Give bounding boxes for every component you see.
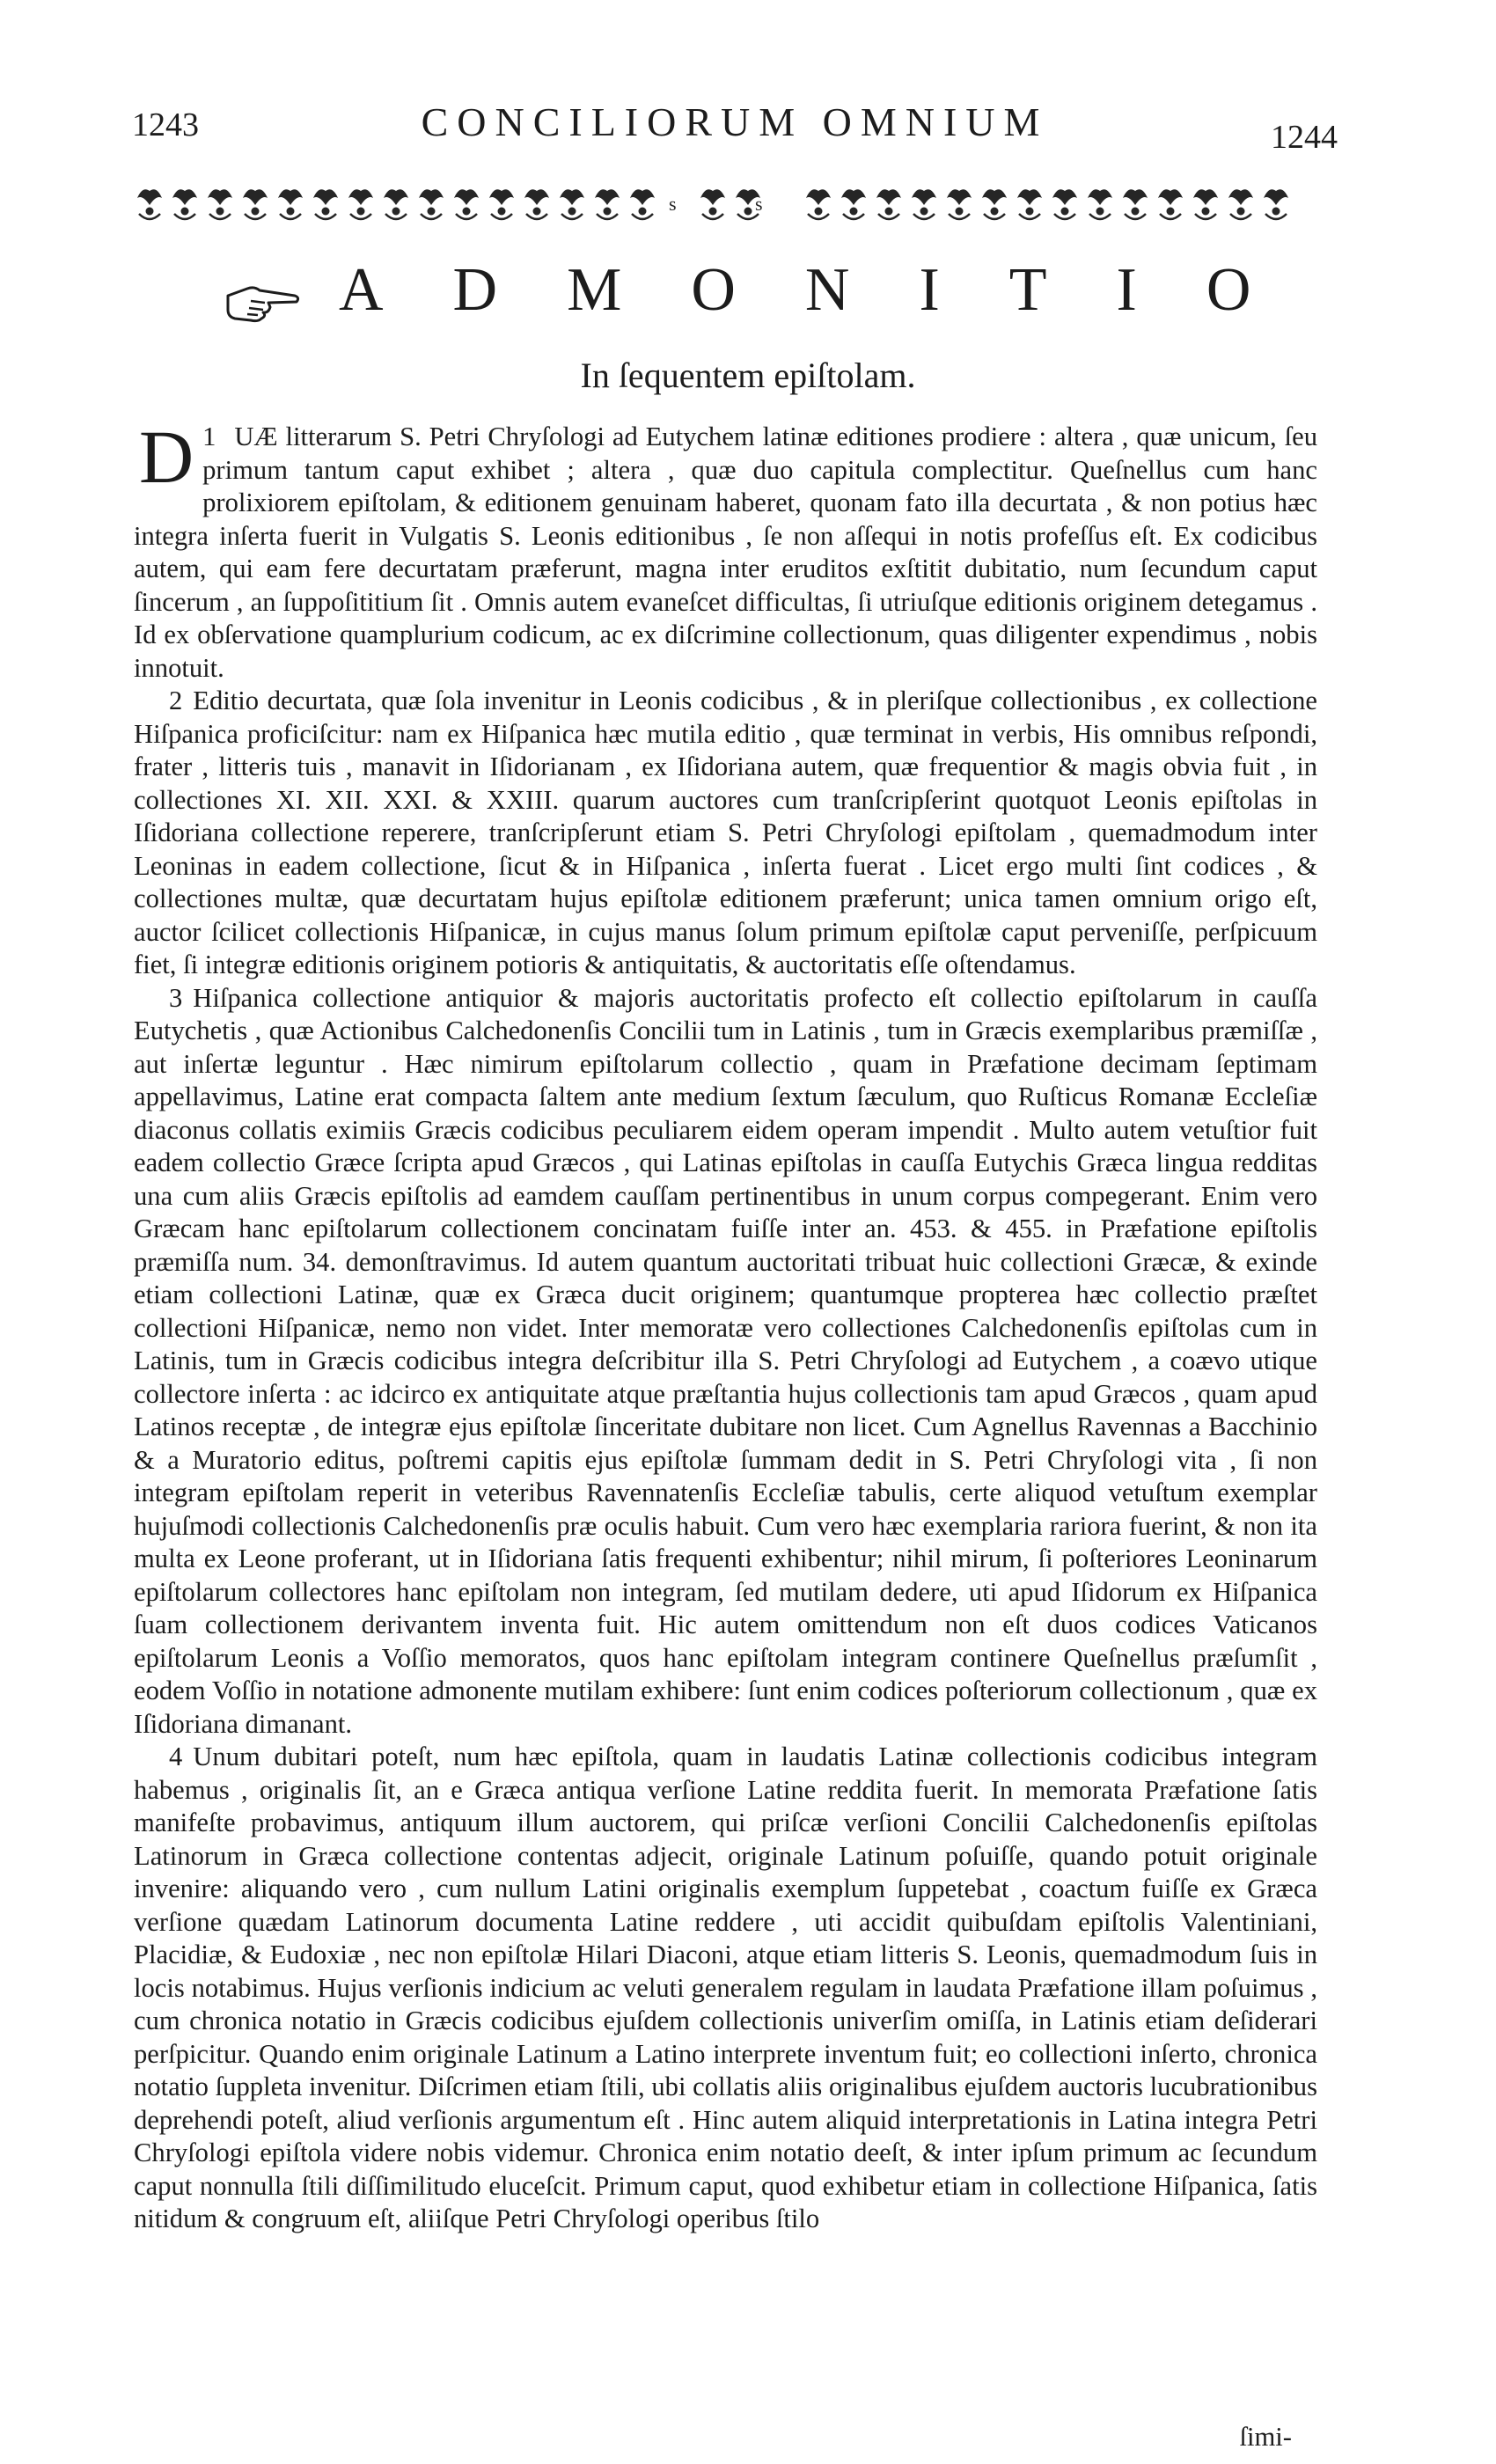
page-number-right: 1244 — [1271, 119, 1338, 156]
fleuron-5 — [278, 189, 303, 219]
fleuron-18 — [806, 189, 831, 219]
fleuron-26 — [1088, 189, 1112, 219]
fleuron-13 — [560, 189, 584, 219]
drop-cap: D — [139, 414, 194, 499]
paragraph-number: 1 — [202, 422, 216, 451]
subtitle: In ſequentem epiſtolam. — [580, 356, 916, 395]
fleuron-2 — [172, 189, 197, 219]
fleuron-6 — [313, 189, 338, 219]
paragraph-number: 3 — [169, 982, 183, 1013]
fleuron-1 — [137, 189, 162, 219]
page-number-left: 1243 — [132, 106, 199, 143]
fleuron-9 — [419, 189, 444, 219]
fleuron-7 — [348, 189, 373, 219]
fleuron-25 — [1052, 189, 1077, 219]
running-head — [132, 99, 1338, 156]
catchword: ſimi- — [1239, 2422, 1292, 2452]
fleuron-15 — [630, 189, 655, 219]
fleuron-28 — [1158, 189, 1183, 219]
fleuron-14 — [595, 189, 620, 219]
fleuron-3 — [208, 189, 232, 219]
fleuron-31 — [1264, 189, 1288, 219]
ornament-band — [134, 180, 1317, 224]
paragraph-text: Unum dubitari poteſt, num hæc epiſtola, quam in laudatis Latinæ collectionis codicibus integram habemus , originalis ſit, an e Græca antiqua verſione Latine reddita fuerit. In memorata Præfatione ſatis manifeſte probavimus, antiquum illum auctorem, qui priſcæ verſioni Concilii Calchedonenſis epiſtolas Latinorum in Græca collectione contentas adjecit, originale Latinum poſuiſſe, quando potuit originale invenire: aliquando vero , cum nullum Latini originalis exemplum ſuppetebat , coactum fuiſſe ex Græca verſione quædam Latinorum documenta Latine reddere , uti accidit quibuſdam epiſtolis Valentiniani, Placidiæ, & Eudoxiæ , nec non epiſtolæ Hilari Diaconi, atque etiam litteris S. Leonis, quemadmodum ſuis in locis notabimus. Hujus verſionis indicium ac veluti generalem regulam in laudata Præfatione illam poſuimus , cum chronica notatio in Græcis codicibus ejuſdem collectionis univerſim omiſſa, in Latinis etiam deſiderari perſpicitur. Quando enim originale Latinum a Latino interprete inventum fuit; eo collectioni inſerto, chronica notatio ſuppleta invenitur. Diſcrimen etiam ſtili, ubi collatis aliis originalibus ejuſdem auctoris lucubrationibus deprehendi poteſt, aliud verſionis argumentum eſt . Hinc autem aliquid interpretationis in Latina integra Petri Chryſologi epiſtola videre nobis videmur. Chronica enim notatio deeſt, & inter ipſum primum ac ſecundum caput nonnulla ſtili diſſimilitudo eluceſcit. Primum caput, quod exhibetur etiam in collectione Hiſpanica, ſatis nitidum & congruum eſt, aliiſque Petri Chryſologi operibus ſtilo — [134, 1742, 1317, 2233]
paragraph-2 — [134, 685, 1317, 982]
paragraph-number: 2 — [169, 686, 183, 715]
paragraph-3 — [134, 982, 1317, 1742]
fleuron-21 — [912, 189, 936, 219]
fleuron-30 — [1228, 189, 1253, 219]
ornament-mark-1: s — [669, 193, 677, 215]
fleuron-23 — [982, 189, 1007, 219]
fleuron-10 — [454, 189, 479, 219]
paragraph-number: 4 — [169, 1742, 183, 1771]
fleuron-8 — [384, 189, 408, 219]
fleuron-20 — [876, 189, 901, 219]
fleuron-12 — [524, 189, 549, 219]
paragraph-4 — [134, 1741, 1317, 2236]
fleuron-29 — [1193, 189, 1218, 219]
body-text — [134, 414, 1317, 2236]
fleuron-27 — [1123, 189, 1148, 219]
fleuron-4 — [243, 189, 268, 219]
fleuron-16 — [700, 189, 725, 219]
paragraph-1 — [134, 414, 1317, 685]
pointing-hand-icon — [224, 283, 300, 324]
heading-title: ADMONITIO — [339, 256, 1321, 324]
paragraph-text: Hiſpanica collectione antiquior & majoris auctoritatis profecto eſt collectio epiſtolarum in cauſſa Eutychetis , quæ Actionibus Calchedonenſis Concilii tum in Latinis , tum in Græcis exemplaribus præmiſſæ , aut inſertæ leguntur . Hæc nimirum epiſtolarum collectio , quam in Præfatione decimam ſeptimam appellavimus, Latine erat compacta ſaltem ante medium ſextum ſæculum, quo Ruſticus Romanæ Eccleſiæ diaconus collatis eximiis Græcis codicibus peculiarem eidem operam impendit . Multo autem vetuſtior fuit eadem collectio Græce ſcripta apud Græcos , qui Latinas epiſtolas in cauſſa Eutychis Græca lingua redditas una cum aliis Græcis epiſtolis ad eamdem cauſſam pertinentibus in unum corpus compegerant. Enim vero Græcam hanc epiſtolarum collectionem concinatam fuiſſe inter an. 453. & 455. in Præfatione epiſtolis præmiſſa num. 34. demonſtravimus. Id autem quantum auctoritati tribuat huic collectioni Græcæ, & exinde etiam collectioni Latinæ, quæ ex Græca ducit originem; quantumque propterea hæc collectio præſtet collectioni Hiſpanicæ, nemo non videt. Inter memoratæ vero collectiones Calchedonenſis epiſtolas cum in Latinis, tum in Græcis codicibus integra deſcribitur illa S. Petri Chryſologi ad Eutychem , a coævo utique collectore inſerta : ac idcirco ex antiquitate atque præſtantia hujus collectionis tam apud Græcos , quam apud Latinos receptæ , de integræ ejus epiſtolæ ſinceritate dubitare non licet. Cum Agnellus Ravennas a Bacchinio & a Muratorio editus, poſtremi capitis ejus epiſtolæ ſummam dedit in S. Petri Chryſologi vita , ſi non integram epiſtolam reperit in veteribus Ravennatenſis Eccleſiæ tabulis, certe aliquod vetuſtum exemplar hujuſmodi collectionis Calchedonenſis præ oculis habuit. Cum vero hæc exemplaria rariora fuerint, & non ita multa ex Leone proferant, ut in Iſidoriana ſatis frequenti exhibentur; nihil mirum, ſi poſteriores Leoninarum epiſtolarum collectores hanc epiſtolam non integram, ſed mutilam dedere, uti apud Iſidorum ex Hiſpanica ſuam collectionem derivantem inventa fuit. Hic autem omittendum non eſt duos codices Vaticanos epiſtolarum Leonis a Voſſio memoratos, quos hanc epiſtolam integram continere Queſnellus præſumſit , eodem Voſſio in notatione admonente mutilam exhibere: ſunt enim codices poſteriorum collectionum , quæ ex Iſidoriana dimanant. — [134, 982, 1317, 1739]
section-heading — [216, 255, 1324, 343]
ornament-mark-2: s — [755, 193, 763, 215]
running-title: CONCILIORUM OMNIUM — [421, 99, 1049, 144]
paragraph-text: Editio decurtata, quæ ſola invenitur in Leonis codicibus , & in pleriſque collectionibus , ex collectione Hiſpanica proficiſcitur: nam ex Hiſpanica hæc mutila editio , quæ terminat in verbis, His omnibus reſpondi, frater , litteris tuis , manavit in Iſidorianam , ex Iſidoriana autem, quæ frequentior & magis obvia fuit , in collectiones XI. XII. XXI. & XXIII. quarum auctores cum tranſcripſerint quotquot Leonis epiſtolas in Iſidoriana collectione reperere, tranſcripſerunt etiam S. Petri Chryſologi epiſtolam , quemadmodum inter Leoninas in eadem collectione, ſicut & in Hiſpanica , inſerta fuerat . Licet ergo multi ſint codices , & collectiones multæ, quæ decurtatam hujus epiſtolæ editionem præferunt; unica tamen omnium origo eſt, auctor ſcilicet collectionis Hiſpanicæ, in cujus manus ſolum primum epiſtolæ caput perveniſſe, perſpicuum fiet, ſi integræ editionis originem potioris & antiquitatis, & auctoritatis eſſe oſtendamus. — [134, 686, 1317, 979]
paragraph-text: UÆ litterarum S. Petri Chryſologi ad Eutychem latinæ editiones prodiere : altera , quæ unicum, ſeu primum tantum caput exhibet ; altera , quæ duo capitula complectitur. Queſnellus cum hanc prolixiorem epiſtolam, & editionem genuinam haberet, quonam fato illa decurtata , & non potius hæc integra inſerta fuerit in Vulgatis S. Leonis editionibus , ſe non aſſequi in notis profeſſus eſt. Ex codicibus autem, qui eam fere decurtatam præferunt, magna inter eruditos exſtitit dubitatio, num ſecundum caput ſincerum , an ſuppoſititium ſit . Omnis autem evaneſcet difficultas, ſi utriuſque editionis originem detegamus . Id ex obſervatione quamplurium codicum, ac ex diſcrimine collectionum, quas diligenter expendimus , nobis innotuit. — [134, 422, 1317, 683]
fleuron-24 — [1017, 189, 1042, 219]
fleuron-19 — [841, 189, 866, 219]
fleuron-22 — [947, 189, 972, 219]
fleuron-11 — [489, 189, 514, 219]
